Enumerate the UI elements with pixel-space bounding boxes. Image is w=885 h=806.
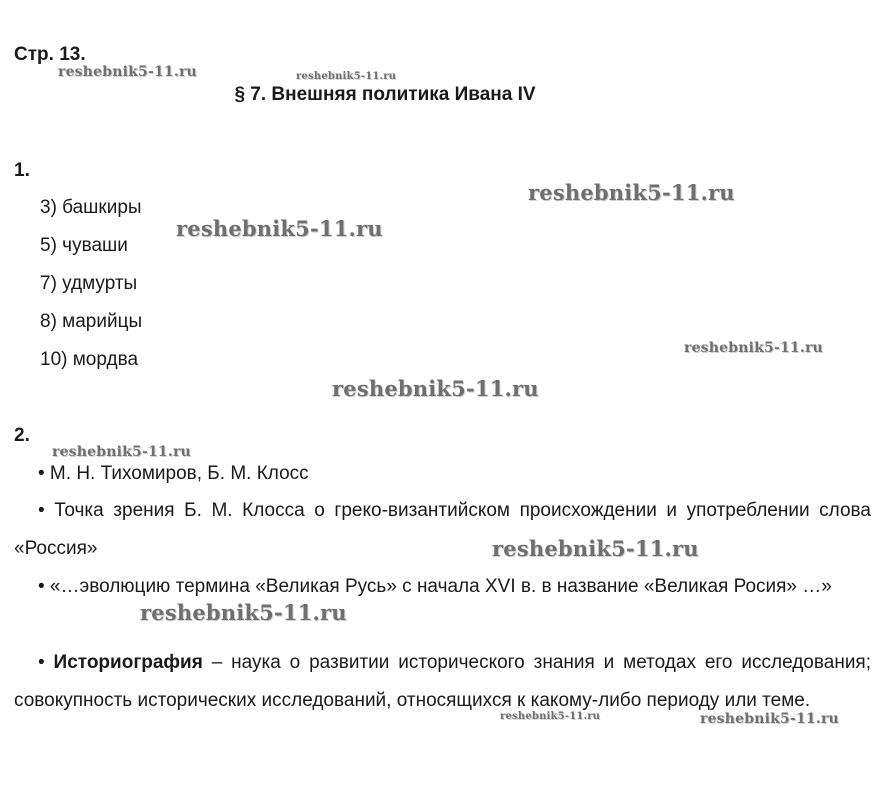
task-2-number: 2. xyxy=(14,425,30,446)
watermark: reshebnik5-11.ru xyxy=(700,711,839,727)
watermark: reshebnik5-11.ru xyxy=(500,711,601,722)
answer-item: 7) удмурты xyxy=(40,273,138,294)
term-historiography: Историография xyxy=(53,652,203,673)
watermark: reshebnik5-11.ru xyxy=(684,340,823,356)
watermark: reshebnik5-11.ru xyxy=(140,600,347,625)
answer-paragraph: • Историография – наука о развитии исторического знания и методах его исследования; совокупность исторических исследований, относящихся к какому-либо периоду или теме. xyxy=(14,652,871,711)
answer-item: 5) чуваши xyxy=(40,235,128,256)
answer-paragraph: • «…эволюцию термина «Великая Русь» с начала XVI в. в название «Великая Росия» …» xyxy=(38,576,832,597)
watermark: reshebnik5-11.ru xyxy=(332,376,539,401)
watermark: reshebnik5-11.ru xyxy=(492,536,699,561)
watermark: reshebnik5-11.ru xyxy=(52,444,191,460)
answer-item: 10) мордва xyxy=(40,349,139,370)
page-number: Стр. 13. xyxy=(14,44,86,65)
answer-paragraph: • Точка зрения Б. М. Клосса о греко-византийском происхождении и употреблении слова «Россия» xyxy=(14,500,871,559)
answer-item: 8) марийцы xyxy=(40,311,143,332)
watermark: reshebnik5-11.ru xyxy=(296,71,397,82)
answer-bullet: • М. Н. Тихомиров, Б. М. Клосс xyxy=(38,463,309,484)
task-1-number: 1. xyxy=(14,160,30,181)
answer-item: 3) башкиры xyxy=(40,197,142,218)
watermark: reshebnik5-11.ru xyxy=(58,64,197,80)
watermark: reshebnik5-11.ru xyxy=(176,216,383,241)
watermark: reshebnik5-11.ru xyxy=(528,180,735,205)
section-title: § 7. Внешняя политика Ивана IV xyxy=(234,84,536,105)
